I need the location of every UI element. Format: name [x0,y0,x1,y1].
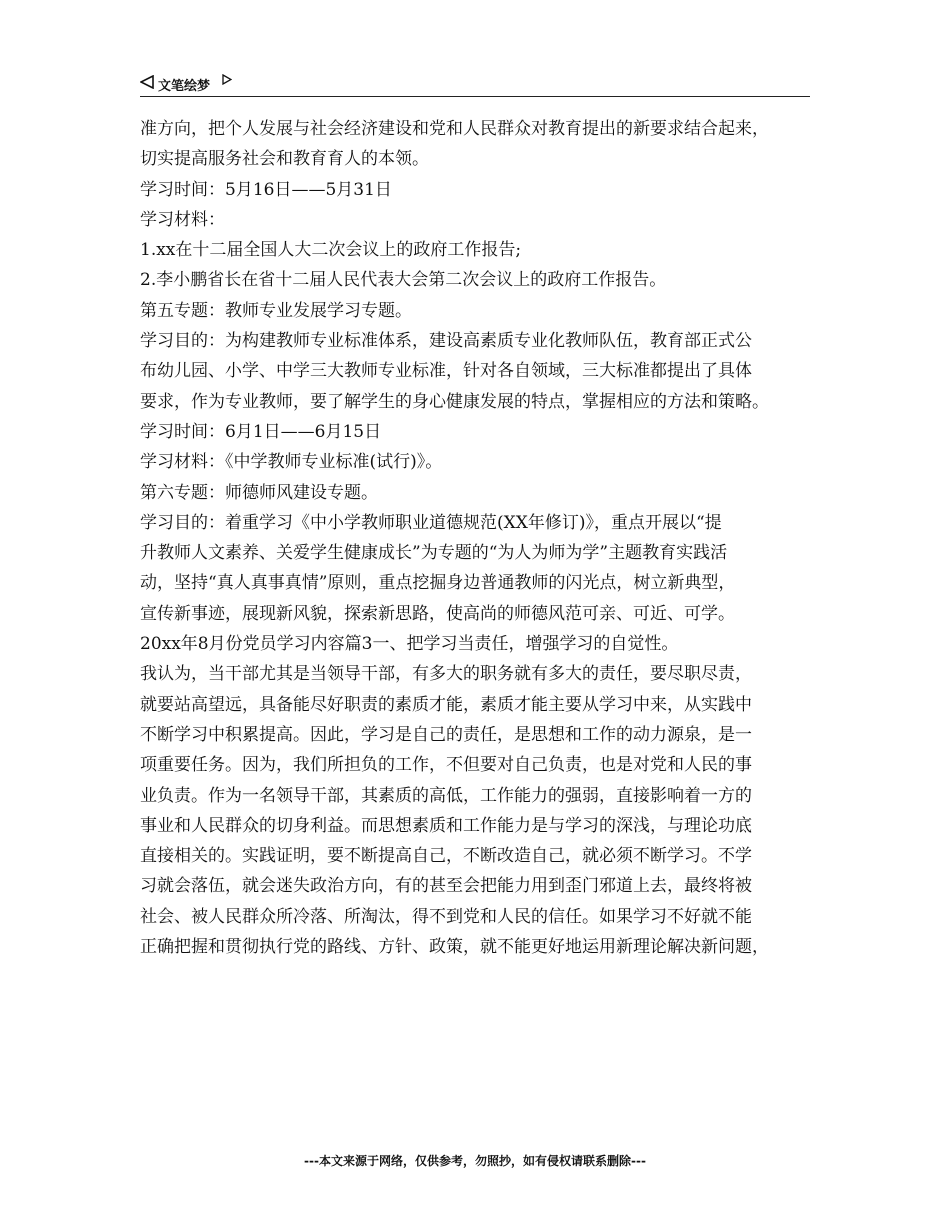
body-line: 要求，作为专业教师，要了解学生的身心健康发展的特点，掌握相应的方法和策略。 [140,391,769,412]
body-line: 直接相关的。实践证明，要不断提高自己，不断改造自己，就必须不断学习。不学 [140,846,752,867]
body-line: 第五专题：教师专业发展学习专题。 [140,300,412,321]
page-footer-disclaimer: ---本文来源于网络，仅供参考，勿照抄，如有侵权请联系删除--- [304,1154,646,1168]
body-line: 事业和人民群众的切身利益。而思想素质和工作能力是与学习的深浅，与理论功底 [140,815,752,836]
body-line: 20xx年8月份党员学习内容篇3一、把学习当责任，增强学习的自觉性。 [140,634,679,655]
body-line: 学习时间：5月16日——5月31日 [140,179,392,200]
body-line: 就要站高望远，具备能尽好职责的素质才能，素质才能主要从学习中来，从实践中 [140,694,752,715]
body-line: 正确把握和贯彻执行党的路线、方针、政策，就不能更好地运用新理论解决新问题， [140,937,769,958]
triangle-left-icon [140,75,154,89]
body-line: 学习目的：着重学习《中小学教师职业道德规范(XX年修订)》，重点开展以“提 [140,512,722,533]
body-line: 学习时间：6月1日——6月15日 [140,421,382,442]
body-line: 学习目的：为构建教师专业标准体系，建设高素质专业化教师队伍，教育部正式公 [140,331,752,352]
body-line: 项重要任务。因为，我们所担负的工作，不但要对自己负责，也是对党和人民的事 [140,755,752,776]
body-line: 社会、被人民群众所冷落、所淘汰，得不到党和人民的信任。如果学习不好就不能 [140,906,752,927]
body-line: 升教师人文素养、关爱学生健康成长”为专题的“为人为师为学”主题教育实践活 [140,543,728,564]
body-line: 切实提高服务社会和教育育人的本领。 [140,149,429,170]
triangle-right-icon [222,74,232,85]
body-line: 宣传新事迹，展现新风貌，探索新思路，使高尚的师德风范可亲、可近、可学。 [140,603,735,624]
body-line: 我认为，当干部尤其是当领导干部，有多大的职务就有多大的责任，要尽职尽责， [140,664,752,685]
body-line: 学习材料： [140,209,225,230]
body-line: 不断学习中积累提高。因此，学习是自己的责任，是思想和工作的动力源泉，是一 [140,724,752,745]
header-brand: 文笔绘梦 [158,79,211,94]
body-line: 业负责。作为一名领导干部，其素质的高低，工作能力的强弱，直接影响着一方的 [140,785,752,806]
body-line: 习就会落伍，就会迷失政治方向，有的甚至会把能力用到歪门邪道上去，最终将被 [140,876,752,897]
body-line: 1.xx在十二届全国人大二次会议上的政府工作报告; [140,240,522,261]
body-line: 第六专题：师德师风建设专题。 [140,482,378,503]
page-header [140,72,810,97]
body-line: 准方向，把个人发展与社会经济建设和党和人民群众对教育提出的新要求结合起来， [140,119,769,139]
body-line: 学习材料：《中学教师专业标准(试行)》。 [140,452,443,473]
document-body [140,114,815,962]
body-line: 2.李小鹏省长在省十二届人民代表大会第二次会议上的政府工作报告。 [140,270,667,291]
body-line: 动，坚持“真人真事真情”原则，重点挖掘身边普通教师的闪光点，树立新典型， [140,573,736,594]
body-line: 布幼儿园、小学、中学三大教师专业标准，针对各自领域，三大标准都提出了具体 [140,361,752,382]
